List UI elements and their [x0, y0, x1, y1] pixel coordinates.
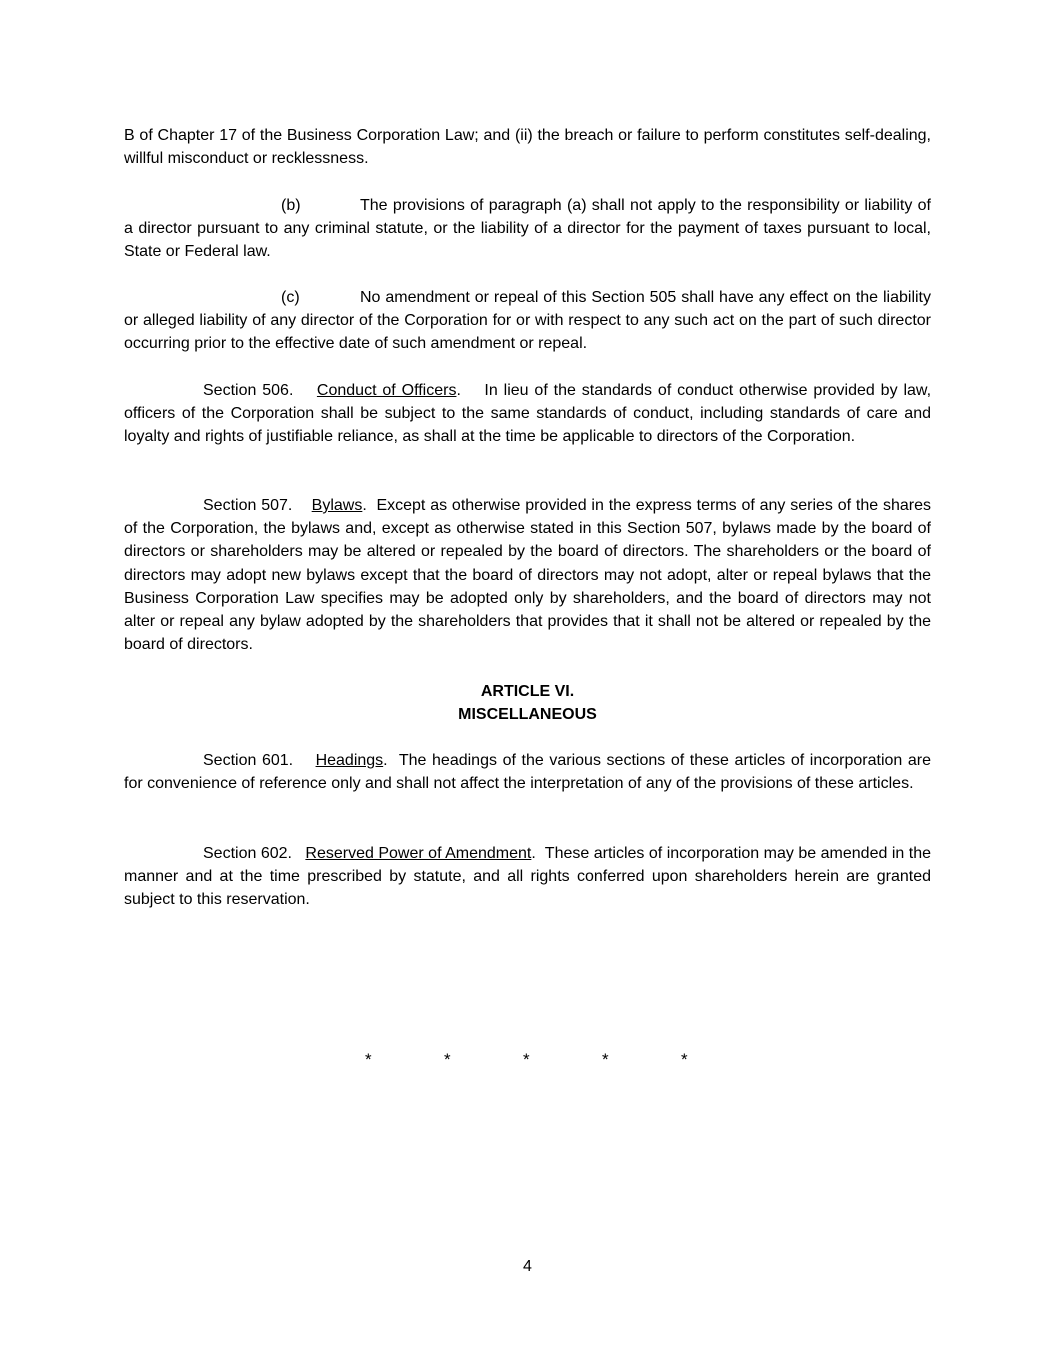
section-601-title: Headings — [315, 752, 384, 769]
section-602-number: Section 602. — [203, 845, 292, 862]
section-601-number: Section 601. — [203, 752, 294, 769]
section-506-text: In lieu of the standards of conduct otherwise provided by law, officers of the Corporation shall be subject to the same standards of conduct, including standards of care and loyalty and rights of justifiable reliance, as shall at the time be applicable to directors of the Corporation. — [124, 382, 932, 446]
paragraph-b-marker: (b) — [281, 197, 301, 214]
section-506-number: Section 506. — [203, 382, 294, 399]
section-506: Section 506. Conduct of Officers. In lieu of the standards of conduct otherwise provided by law, officers of the Corporation shall be subject to the same standards of conduct, including standards of care and loyalty and rights of justifiable reliance, as shall at the time be applicable to directors of the Corporation. — [124, 382, 932, 446]
continuation-paragraph — [124, 124, 931, 170]
page-number: 4 — [523, 1258, 532, 1275]
section-602-text: These articles of incorporation may be amended in the manner and at the time prescribed by statute, and all rights conferred upon shareholders herein are granted subject to this reservation. — [124, 845, 932, 909]
paragraph-b — [124, 194, 931, 264]
paragraph-c-marker: (c) — [281, 289, 300, 306]
section-506-title: Conduct of Officers — [316, 382, 457, 399]
section-601-text: The headings of the various sections of these articles of incorporation are for convenience of reference only and shall not affect the interpretation of any of the provisions of these articles. — [124, 752, 932, 793]
section-507-text: Except as otherwise provided in the express terms of any series of the shares of the Corporation, the bylaws and, except as otherwise stated in this Section 507, bylaws made by the board of directors or shareholders may be altered or repealed by the board of directors. The shareholders or the board of directors may adopt new bylaws except that the board of directors may not adopt, alter or repeal bylaws that the Business Corporation Law specifies may be adopted only by shareholders, and the board of directors may not alter or repeal any bylaw adopted by the shareholders that provides that it shall not be altered or repealed by the board of directors. — [124, 497, 932, 654]
article-vi-heading-block — [124, 680, 931, 726]
separator-star: * — [365, 1050, 372, 1069]
section-507: Section 507. Bylaws. Except as otherwise provided in the express terms of any series of the shares of the Corporation, the bylaws and, except as otherwise stated in this Section 507, bylaws made by the board of directors or shareholders may be altered or repealed by the board of directors. The shareholders or the board of directors may adopt new bylaws except that the board of directors may not adopt, alter or repeal bylaws that the Business Corporation Law specifies may be adopted only by shareholders, and the board of directors may not alter or repeal any bylaw adopted by the shareholders that provides that it shall not be altered or repealed by the board of directors. — [124, 497, 932, 654]
article-vi-subheading: MISCELLANEOUS — [458, 706, 597, 724]
section-602: Section 602. Reserved Power of Amendment. These articles of incorporation may be amended in the manner and at the time prescribed by statute, and all rights conferred upon shareholders herein are granted subject to this reservation. — [124, 845, 932, 909]
section-507-title: Bylaws — [311, 497, 363, 514]
paragraph-c-text: No amendment or repeal of this Section 505 shall have any effect on the liability or alleged liability of any director of the Corporation for or with respect to any such act on the part of such director occurring prior to the effective date of such amendment or repeal. — [124, 289, 931, 353]
section-601: Section 601. Headings. The headings of the various sections of these articles of incorporation are for convenience of reference only and shall not affect the interpretation of any of the provisions of these articles. — [124, 752, 932, 793]
section-507-number: Section 507. — [203, 497, 293, 514]
continuation-text: B of Chapter 17 of the Business Corporation Law; and (ii) the breach or failure to perform constitutes self-dealing, willful misconduct or recklessness. — [124, 127, 931, 168]
paragraph-b-text: The provisions of paragraph (a) shall not apply to the responsibility or liability of a director pursuant to any criminal statute, or the liability of a director for the payment of taxes pursuant to local, State or Federal law. — [124, 197, 931, 261]
article-vi-heading: ARTICLE VI. — [480, 683, 575, 700]
separator-star: * — [444, 1050, 451, 1069]
separator-star: * — [681, 1050, 688, 1069]
separator-star: * — [523, 1050, 530, 1069]
section-602-title: Reserved Power of Amendment — [305, 845, 532, 862]
separator-star: * — [602, 1050, 609, 1069]
paragraph-c — [124, 286, 931, 356]
